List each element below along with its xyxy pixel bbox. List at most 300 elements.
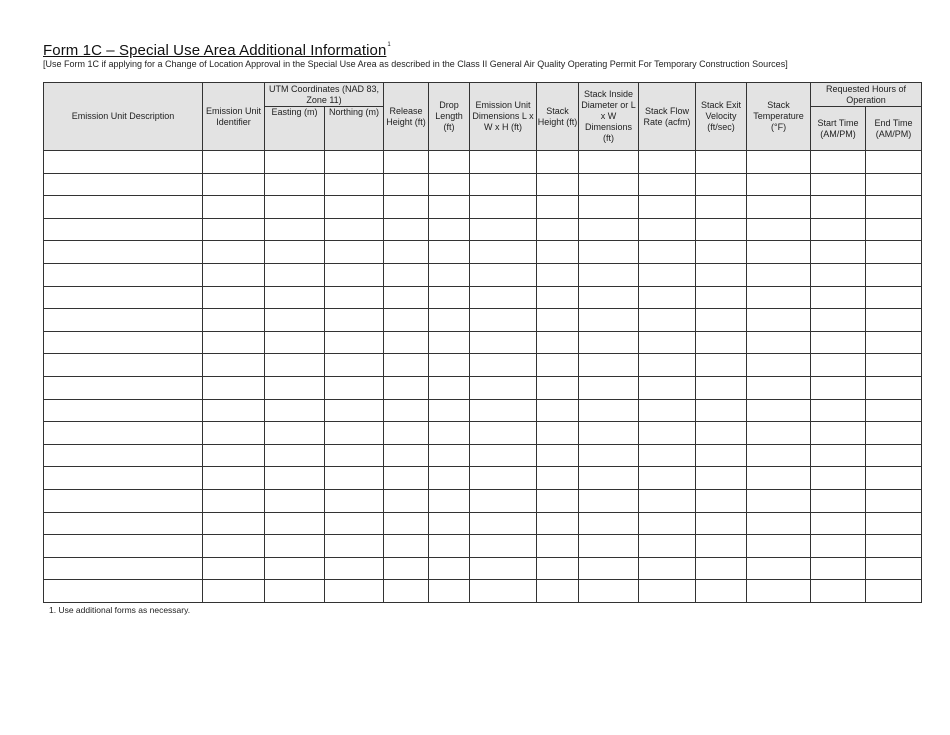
cell-start-time[interactable]	[811, 196, 866, 219]
cell-stack-diameter[interactable]	[579, 286, 639, 309]
cell-drop-length[interactable]	[429, 286, 470, 309]
cell-flow-rate[interactable]	[639, 422, 696, 445]
cell-flow-rate[interactable]	[639, 535, 696, 558]
cell-easting[interactable]	[265, 241, 325, 264]
cell-end-time[interactable]	[866, 309, 922, 332]
cell-exit-velocity[interactable]	[696, 557, 747, 580]
cell-easting[interactable]	[265, 196, 325, 219]
cell-start-time[interactable]	[811, 151, 866, 174]
form-title	[43, 42, 391, 59]
cell-northing[interactable]	[325, 422, 384, 445]
cell-drop-length[interactable]	[429, 331, 470, 354]
cell-temperature[interactable]	[747, 467, 811, 490]
cell-dimensions[interactable]	[470, 309, 537, 332]
cell-description[interactable]	[44, 218, 203, 241]
cell-dimensions[interactable]	[470, 196, 537, 219]
cell-release-height[interactable]	[384, 241, 429, 264]
cell-dimensions[interactable]	[470, 173, 537, 196]
cell-stack-diameter[interactable]	[579, 263, 639, 286]
cell-end-time[interactable]	[866, 354, 922, 377]
cell-exit-velocity[interactable]	[696, 489, 747, 512]
cell-easting[interactable]	[265, 489, 325, 512]
cell-start-time[interactable]	[811, 263, 866, 286]
cell-description[interactable]	[44, 376, 203, 399]
cell-northing[interactable]	[325, 263, 384, 286]
cell-northing[interactable]	[325, 580, 384, 603]
cell-exit-velocity[interactable]	[696, 535, 747, 558]
cell-exit-velocity[interactable]	[696, 196, 747, 219]
cell-start-time[interactable]	[811, 489, 866, 512]
cell-dimensions[interactable]	[470, 241, 537, 264]
cell-dimensions[interactable]	[470, 331, 537, 354]
cell-drop-length[interactable]	[429, 218, 470, 241]
cell-stack-diameter[interactable]	[579, 512, 639, 535]
cell-end-time[interactable]	[866, 286, 922, 309]
cell-dimensions[interactable]	[470, 354, 537, 377]
cell-stack-height[interactable]	[537, 218, 579, 241]
cell-end-time[interactable]	[866, 489, 922, 512]
cell-release-height[interactable]	[384, 331, 429, 354]
cell-start-time[interactable]	[811, 331, 866, 354]
cell-stack-height[interactable]	[537, 263, 579, 286]
cell-easting[interactable]	[265, 399, 325, 422]
cell-easting[interactable]	[265, 286, 325, 309]
cell-exit-velocity[interactable]	[696, 399, 747, 422]
cell-stack-diameter[interactable]	[579, 399, 639, 422]
cell-drop-length[interactable]	[429, 535, 470, 558]
cell-start-time[interactable]	[811, 399, 866, 422]
table-row	[44, 241, 922, 264]
cell-identifier[interactable]	[203, 286, 265, 309]
table-row	[44, 422, 922, 445]
cell-dimensions[interactable]	[470, 557, 537, 580]
cell-stack-height[interactable]	[537, 173, 579, 196]
cell-stack-diameter[interactable]	[579, 241, 639, 264]
cell-exit-velocity[interactable]	[696, 580, 747, 603]
cell-release-height[interactable]	[384, 218, 429, 241]
cell-identifier[interactable]	[203, 196, 265, 219]
cell-northing[interactable]	[325, 218, 384, 241]
cell-temperature[interactable]	[747, 399, 811, 422]
cell-flow-rate[interactable]	[639, 218, 696, 241]
cell-identifier[interactable]	[203, 263, 265, 286]
cell-stack-diameter[interactable]	[579, 309, 639, 332]
cell-northing[interactable]	[325, 557, 384, 580]
cell-stack-diameter[interactable]	[579, 444, 639, 467]
cell-drop-length[interactable]	[429, 399, 470, 422]
cell-exit-velocity[interactable]	[696, 218, 747, 241]
cell-flow-rate[interactable]	[639, 467, 696, 490]
cell-dimensions[interactable]	[470, 512, 537, 535]
cell-end-time[interactable]	[866, 422, 922, 445]
cell-dimensions[interactable]	[470, 399, 537, 422]
cell-description[interactable]	[44, 196, 203, 219]
title-footnote-marker: 1	[387, 42, 391, 48]
cell-easting[interactable]	[265, 444, 325, 467]
cell-drop-length[interactable]	[429, 444, 470, 467]
cell-exit-velocity[interactable]	[696, 263, 747, 286]
cell-description[interactable]	[44, 173, 203, 196]
cell-flow-rate[interactable]	[639, 580, 696, 603]
cell-identifier[interactable]	[203, 151, 265, 174]
cell-easting[interactable]	[265, 580, 325, 603]
cell-stack-diameter[interactable]	[579, 467, 639, 490]
cell-start-time[interactable]	[811, 535, 866, 558]
cell-easting[interactable]	[265, 467, 325, 490]
cell-stack-height[interactable]	[537, 399, 579, 422]
cell-flow-rate[interactable]	[639, 354, 696, 377]
cell-flow-rate[interactable]	[639, 286, 696, 309]
cell-temperature[interactable]	[747, 286, 811, 309]
cell-temperature[interactable]	[747, 376, 811, 399]
cell-temperature[interactable]	[747, 241, 811, 264]
cell-release-height[interactable]	[384, 422, 429, 445]
cell-start-time[interactable]	[811, 173, 866, 196]
cell-end-time[interactable]	[866, 535, 922, 558]
cell-description[interactable]	[44, 557, 203, 580]
cell-flow-rate[interactable]	[639, 557, 696, 580]
cell-stack-diameter[interactable]	[579, 376, 639, 399]
cell-easting[interactable]	[265, 218, 325, 241]
table-row	[44, 489, 922, 512]
cell-easting[interactable]	[265, 557, 325, 580]
cell-end-time[interactable]	[866, 557, 922, 580]
cell-identifier[interactable]	[203, 557, 265, 580]
cell-temperature[interactable]	[747, 354, 811, 377]
cell-temperature[interactable]	[747, 557, 811, 580]
cell-temperature[interactable]	[747, 196, 811, 219]
cell-flow-rate[interactable]	[639, 151, 696, 174]
cell-description[interactable]	[44, 399, 203, 422]
cell-stack-height[interactable]	[537, 286, 579, 309]
cell-temperature[interactable]	[747, 580, 811, 603]
cell-identifier[interactable]	[203, 399, 265, 422]
cell-end-time[interactable]	[866, 263, 922, 286]
cell-identifier[interactable]	[203, 467, 265, 490]
cell-flow-rate[interactable]	[639, 376, 696, 399]
cell-identifier[interactable]	[203, 354, 265, 377]
cell-northing[interactable]	[325, 241, 384, 264]
cell-identifier[interactable]	[203, 173, 265, 196]
cell-description[interactable]	[44, 467, 203, 490]
cell-description[interactable]	[44, 489, 203, 512]
cell-end-time[interactable]	[866, 331, 922, 354]
cell-release-height[interactable]	[384, 512, 429, 535]
header-emission-unit-dimensions: Emission Unit Dimensions L x W x H (ft)	[470, 83, 537, 151]
cell-drop-length[interactable]	[429, 354, 470, 377]
cell-temperature[interactable]	[747, 512, 811, 535]
cell-northing[interactable]	[325, 467, 384, 490]
cell-northing[interactable]	[325, 354, 384, 377]
cell-northing[interactable]	[325, 173, 384, 196]
cell-drop-length[interactable]	[429, 512, 470, 535]
cell-temperature[interactable]	[747, 309, 811, 332]
cell-exit-velocity[interactable]	[696, 331, 747, 354]
cell-drop-length[interactable]	[429, 173, 470, 196]
cell-dimensions[interactable]	[470, 263, 537, 286]
cell-start-time[interactable]	[811, 467, 866, 490]
cell-temperature[interactable]	[747, 489, 811, 512]
cell-identifier[interactable]	[203, 309, 265, 332]
cell-identifier[interactable]	[203, 241, 265, 264]
cell-flow-rate[interactable]	[639, 196, 696, 219]
cell-easting[interactable]	[265, 422, 325, 445]
cell-identifier[interactable]	[203, 512, 265, 535]
cell-description[interactable]	[44, 241, 203, 264]
cell-northing[interactable]	[325, 331, 384, 354]
cell-northing[interactable]	[325, 286, 384, 309]
cell-description[interactable]	[44, 286, 203, 309]
cell-stack-height[interactable]	[537, 151, 579, 174]
cell-start-time[interactable]	[811, 422, 866, 445]
cell-start-time[interactable]	[811, 512, 866, 535]
cell-northing[interactable]	[325, 512, 384, 535]
cell-end-time[interactable]	[866, 399, 922, 422]
cell-identifier[interactable]	[203, 535, 265, 558]
header-utm-coordinates: UTM Coordinates (NAD 83, Zone 11)	[265, 83, 384, 107]
cell-end-time[interactable]	[866, 241, 922, 264]
cell-release-height[interactable]	[384, 196, 429, 219]
cell-end-time[interactable]	[866, 196, 922, 219]
table-body	[44, 151, 922, 603]
cell-northing[interactable]	[325, 489, 384, 512]
cell-stack-height[interactable]	[537, 580, 579, 603]
cell-end-time[interactable]	[866, 173, 922, 196]
header-stack-temperature: Stack Temperature (°F)	[747, 83, 811, 151]
cell-exit-velocity[interactable]	[696, 376, 747, 399]
cell-dimensions[interactable]	[470, 422, 537, 445]
cell-release-height[interactable]	[384, 354, 429, 377]
cell-description[interactable]	[44, 512, 203, 535]
cell-description[interactable]	[44, 580, 203, 603]
cell-stack-height[interactable]	[537, 535, 579, 558]
cell-easting[interactable]	[265, 173, 325, 196]
cell-description[interactable]	[44, 422, 203, 445]
cell-northing[interactable]	[325, 376, 384, 399]
cell-temperature[interactable]	[747, 422, 811, 445]
cell-release-height[interactable]	[384, 263, 429, 286]
cell-exit-velocity[interactable]	[696, 467, 747, 490]
cell-drop-length[interactable]	[429, 467, 470, 490]
cell-exit-velocity[interactable]	[696, 309, 747, 332]
cell-exit-velocity[interactable]	[696, 512, 747, 535]
cell-release-height[interactable]	[384, 535, 429, 558]
cell-release-height[interactable]	[384, 489, 429, 512]
cell-stack-height[interactable]	[537, 309, 579, 332]
cell-release-height[interactable]	[384, 467, 429, 490]
cell-identifier[interactable]	[203, 444, 265, 467]
cell-temperature[interactable]	[747, 331, 811, 354]
cell-description[interactable]	[44, 309, 203, 332]
cell-drop-length[interactable]	[429, 376, 470, 399]
cell-temperature[interactable]	[747, 263, 811, 286]
cell-stack-diameter[interactable]	[579, 557, 639, 580]
cell-identifier[interactable]	[203, 489, 265, 512]
cell-flow-rate[interactable]	[639, 489, 696, 512]
cell-release-height[interactable]	[384, 173, 429, 196]
cell-easting[interactable]	[265, 376, 325, 399]
cell-start-time[interactable]	[811, 218, 866, 241]
cell-stack-height[interactable]	[537, 467, 579, 490]
special-use-area-table	[43, 82, 922, 603]
cell-end-time[interactable]	[866, 444, 922, 467]
cell-temperature[interactable]	[747, 151, 811, 174]
cell-stack-diameter[interactable]	[579, 151, 639, 174]
cell-stack-height[interactable]	[537, 354, 579, 377]
cell-release-height[interactable]	[384, 399, 429, 422]
cell-identifier[interactable]	[203, 580, 265, 603]
cell-drop-length[interactable]	[429, 241, 470, 264]
cell-stack-diameter[interactable]	[579, 489, 639, 512]
cell-dimensions[interactable]	[470, 467, 537, 490]
cell-start-time[interactable]	[811, 354, 866, 377]
cell-easting[interactable]	[265, 151, 325, 174]
cell-easting[interactable]	[265, 331, 325, 354]
cell-dimensions[interactable]	[470, 580, 537, 603]
cell-release-height[interactable]	[384, 376, 429, 399]
cell-flow-rate[interactable]	[639, 263, 696, 286]
cell-identifier[interactable]	[203, 422, 265, 445]
cell-stack-diameter[interactable]	[579, 580, 639, 603]
cell-dimensions[interactable]	[470, 218, 537, 241]
cell-dimensions[interactable]	[470, 535, 537, 558]
cell-flow-rate[interactable]	[639, 173, 696, 196]
cell-northing[interactable]	[325, 399, 384, 422]
cell-easting[interactable]	[265, 309, 325, 332]
cell-identifier[interactable]	[203, 218, 265, 241]
form-title-text: Form 1C – Special Use Area Additional Information	[43, 42, 387, 59]
cell-temperature[interactable]	[747, 535, 811, 558]
cell-description[interactable]	[44, 354, 203, 377]
cell-release-height[interactable]	[384, 286, 429, 309]
cell-stack-diameter[interactable]	[579, 422, 639, 445]
cell-drop-length[interactable]	[429, 580, 470, 603]
cell-easting[interactable]	[265, 263, 325, 286]
cell-stack-diameter[interactable]	[579, 173, 639, 196]
cell-stack-height[interactable]	[537, 241, 579, 264]
cell-end-time[interactable]	[866, 512, 922, 535]
cell-exit-velocity[interactable]	[696, 422, 747, 445]
cell-stack-height[interactable]	[537, 557, 579, 580]
cell-start-time[interactable]	[811, 286, 866, 309]
cell-end-time[interactable]	[866, 151, 922, 174]
cell-start-time[interactable]	[811, 309, 866, 332]
cell-easting[interactable]	[265, 354, 325, 377]
cell-stack-diameter[interactable]	[579, 196, 639, 219]
cell-stack-height[interactable]	[537, 422, 579, 445]
cell-drop-length[interactable]	[429, 422, 470, 445]
cell-description[interactable]	[44, 535, 203, 558]
cell-dimensions[interactable]	[470, 151, 537, 174]
cell-dimensions[interactable]	[470, 444, 537, 467]
header-emission-unit-description: Emission Unit Description	[44, 83, 203, 151]
cell-release-height[interactable]	[384, 557, 429, 580]
cell-stack-height[interactable]	[537, 196, 579, 219]
cell-drop-length[interactable]	[429, 309, 470, 332]
header-stack-inside-diameter: Stack Inside Diameter or L x W Dimensions (ft)	[579, 83, 639, 151]
cell-identifier[interactable]	[203, 331, 265, 354]
cell-release-height[interactable]	[384, 444, 429, 467]
cell-drop-length[interactable]	[429, 151, 470, 174]
cell-easting[interactable]	[265, 535, 325, 558]
cell-northing[interactable]	[325, 444, 384, 467]
cell-exit-velocity[interactable]	[696, 286, 747, 309]
header-end-time: End Time (AM/PM)	[866, 107, 922, 151]
cell-flow-rate[interactable]	[639, 331, 696, 354]
cell-start-time[interactable]	[811, 444, 866, 467]
cell-northing[interactable]	[325, 535, 384, 558]
cell-start-time[interactable]	[811, 241, 866, 264]
cell-dimensions[interactable]	[470, 376, 537, 399]
cell-dimensions[interactable]	[470, 286, 537, 309]
cell-release-height[interactable]	[384, 309, 429, 332]
cell-drop-length[interactable]	[429, 196, 470, 219]
cell-temperature[interactable]	[747, 218, 811, 241]
table-row	[44, 399, 922, 422]
cell-stack-diameter[interactable]	[579, 218, 639, 241]
cell-dimensions[interactable]	[470, 489, 537, 512]
header-stack-height: Stack Height (ft)	[537, 83, 579, 151]
cell-flow-rate[interactable]	[639, 512, 696, 535]
cell-exit-velocity[interactable]	[696, 241, 747, 264]
cell-release-height[interactable]	[384, 580, 429, 603]
cell-start-time[interactable]	[811, 557, 866, 580]
cell-description[interactable]	[44, 331, 203, 354]
cell-stack-height[interactable]	[537, 512, 579, 535]
header-stack-exit-velocity: Stack Exit Velocity (ft/sec)	[696, 83, 747, 151]
cell-release-height[interactable]	[384, 151, 429, 174]
cell-exit-velocity[interactable]	[696, 444, 747, 467]
cell-stack-diameter[interactable]	[579, 354, 639, 377]
cell-northing[interactable]	[325, 309, 384, 332]
table-row	[44, 354, 922, 377]
cell-stack-diameter[interactable]	[579, 535, 639, 558]
cell-end-time[interactable]	[866, 467, 922, 490]
cell-exit-velocity[interactable]	[696, 173, 747, 196]
cell-exit-velocity[interactable]	[696, 151, 747, 174]
cell-end-time[interactable]	[866, 376, 922, 399]
cell-end-time[interactable]	[866, 580, 922, 603]
cell-description[interactable]	[44, 263, 203, 286]
cell-end-time[interactable]	[866, 218, 922, 241]
cell-drop-length[interactable]	[429, 263, 470, 286]
cell-stack-height[interactable]	[537, 444, 579, 467]
cell-identifier[interactable]	[203, 376, 265, 399]
cell-stack-diameter[interactable]	[579, 331, 639, 354]
table-row	[44, 309, 922, 332]
cell-start-time[interactable]	[811, 376, 866, 399]
cell-northing[interactable]	[325, 196, 384, 219]
cell-drop-length[interactable]	[429, 489, 470, 512]
cell-description[interactable]	[44, 444, 203, 467]
cell-exit-velocity[interactable]	[696, 354, 747, 377]
cell-flow-rate[interactable]	[639, 241, 696, 264]
cell-drop-length[interactable]	[429, 557, 470, 580]
cell-flow-rate[interactable]	[639, 444, 696, 467]
table-row	[44, 557, 922, 580]
cell-stack-height[interactable]	[537, 331, 579, 354]
cell-description[interactable]	[44, 151, 203, 174]
cell-flow-rate[interactable]	[639, 399, 696, 422]
cell-northing[interactable]	[325, 151, 384, 174]
cell-temperature[interactable]	[747, 444, 811, 467]
cell-stack-height[interactable]	[537, 376, 579, 399]
cell-easting[interactable]	[265, 512, 325, 535]
cell-start-time[interactable]	[811, 580, 866, 603]
cell-stack-height[interactable]	[537, 489, 579, 512]
cell-flow-rate[interactable]	[639, 309, 696, 332]
cell-temperature[interactable]	[747, 173, 811, 196]
